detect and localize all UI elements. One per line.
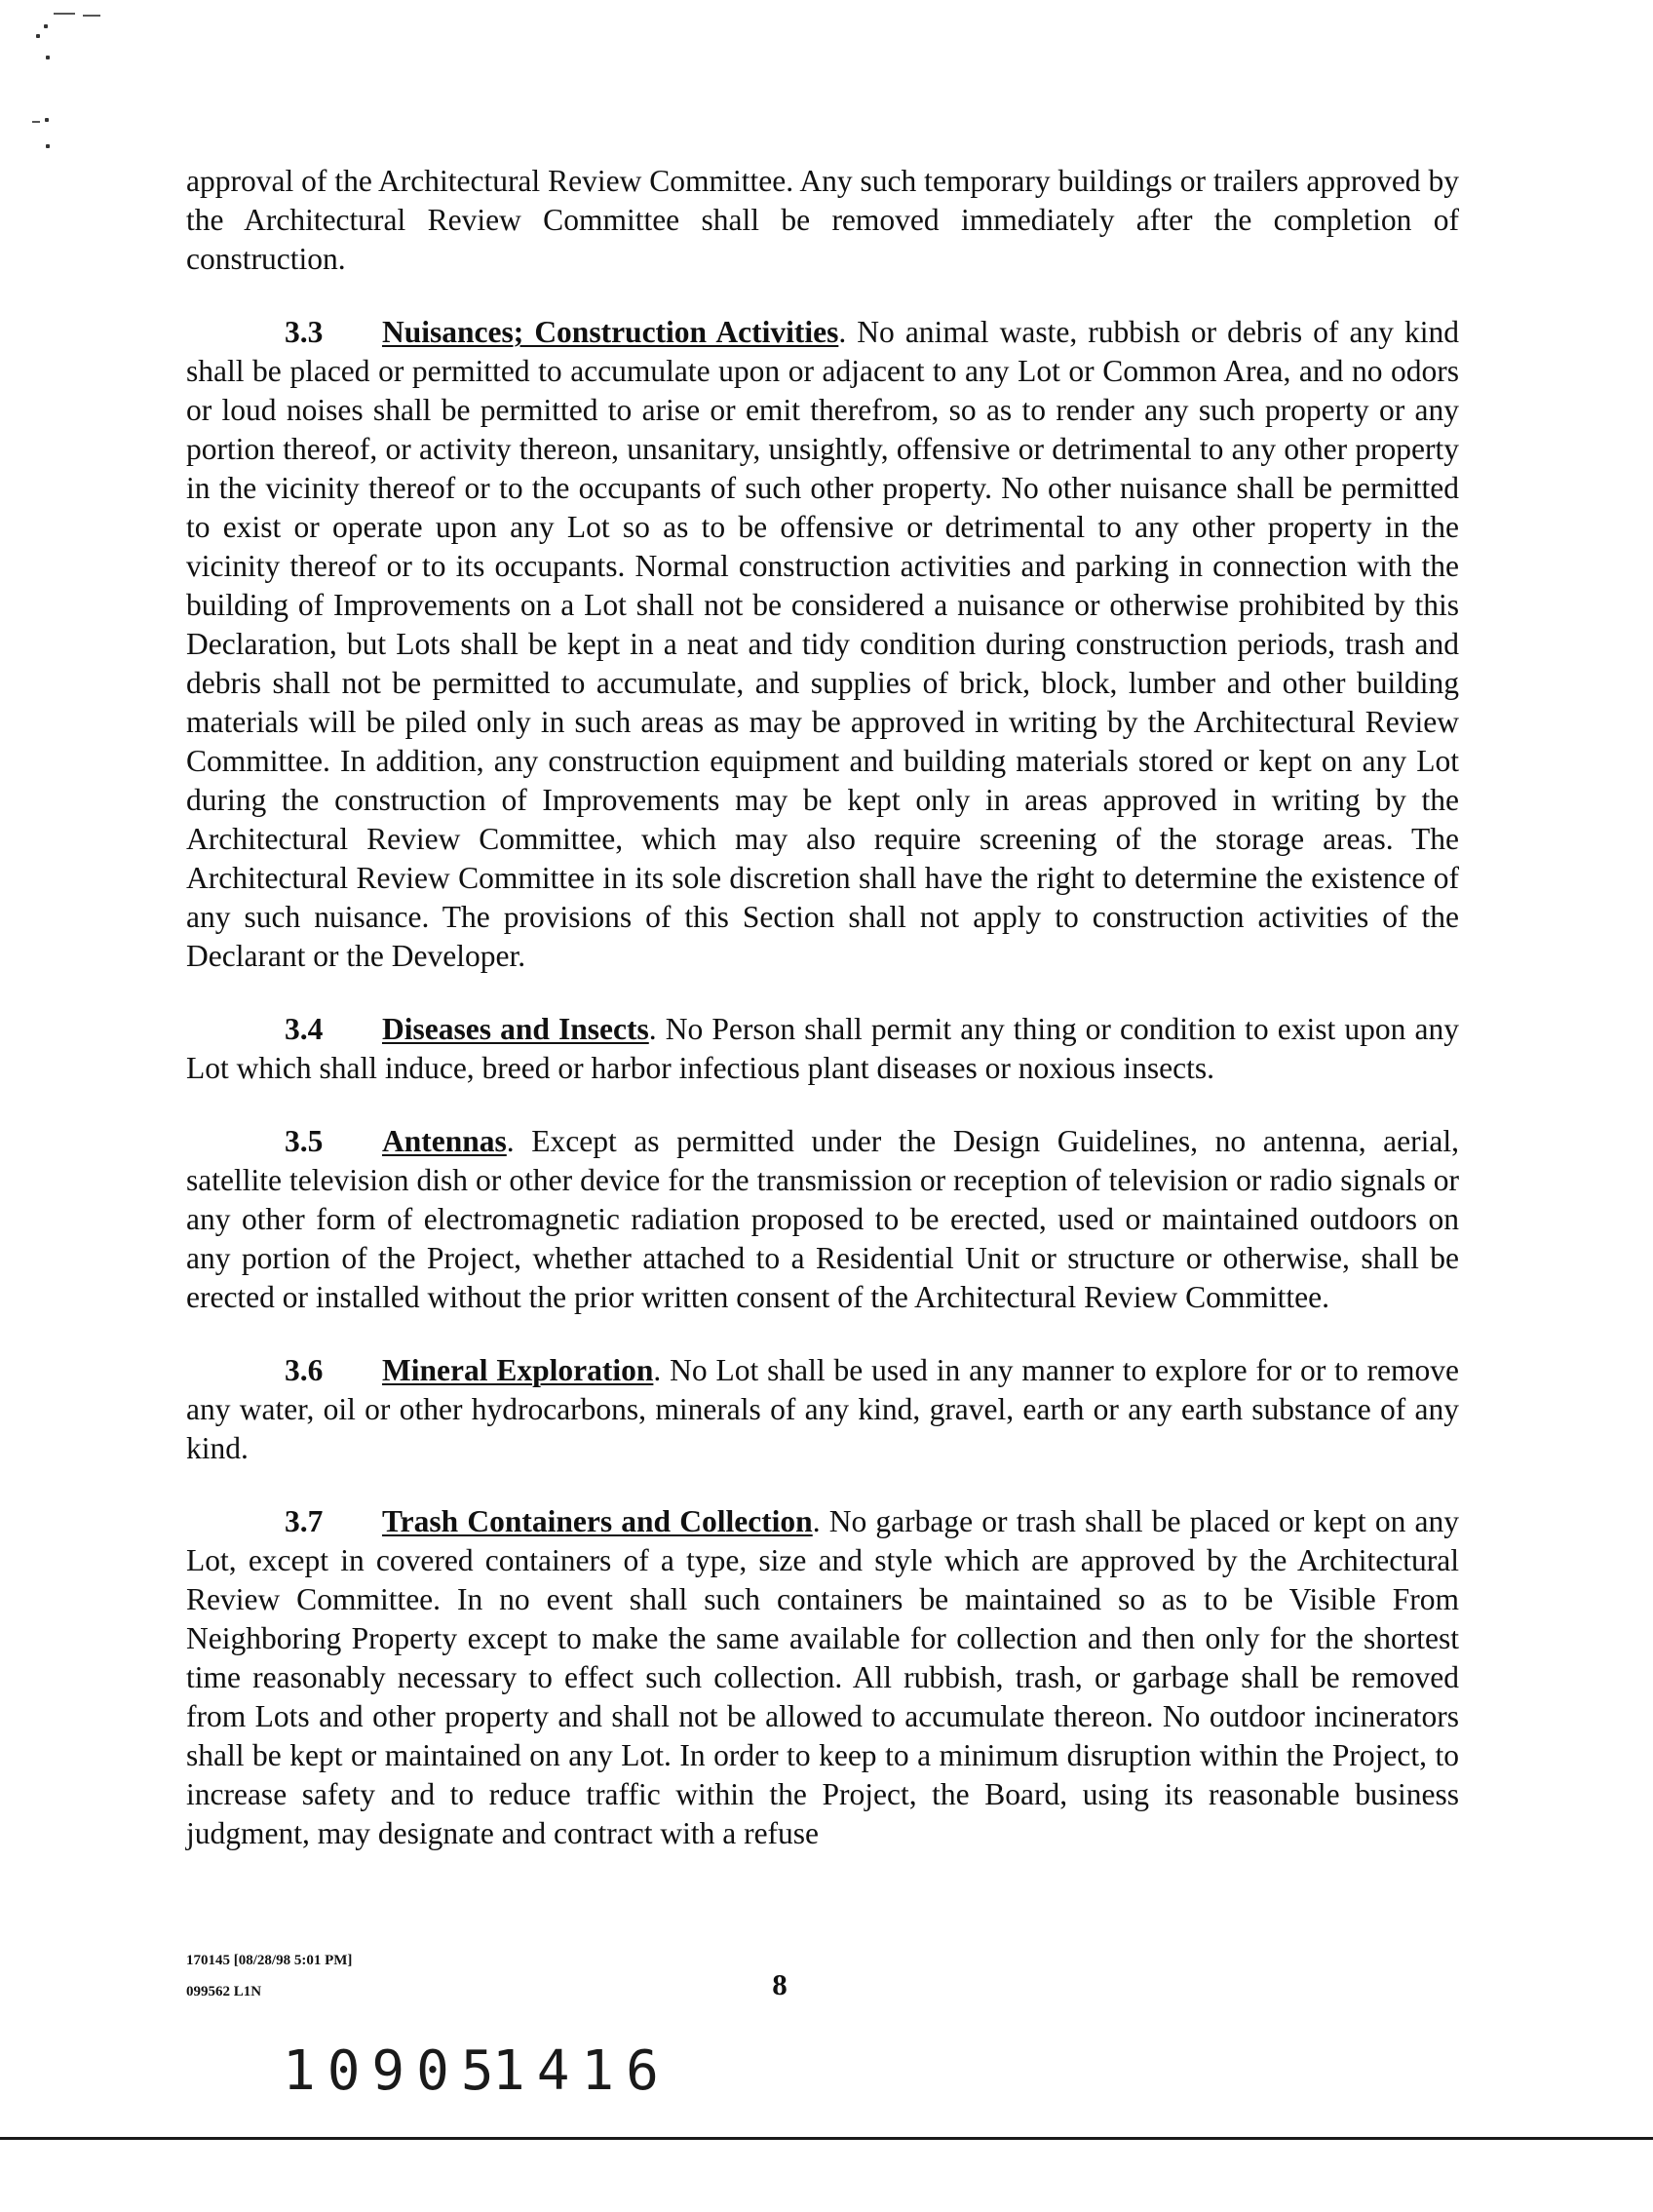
scan-speck — [36, 34, 40, 38]
scan-speck — [44, 24, 48, 28]
section-number: 3.4 — [285, 1012, 324, 1046]
recording-stamp-book: 10905 — [283, 2039, 506, 2103]
section-body: . No Person shall permit any thing or condition to exist upon any Lot which shall induce, breed or harbor infectious plant diseases or noxious insects. — [186, 1012, 1459, 1085]
page-number: 8 — [772, 1967, 788, 2001]
document-body — [186, 162, 1459, 1887]
footer-doc-code: 170145 [08/28/98 5:01 PM] — [186, 1953, 353, 1968]
recording-stamp-page: 1416 — [492, 2039, 671, 2103]
section-heading: Mineral Exploration — [382, 1353, 654, 1387]
section-body: . Except as permitted under the Design Guidelines, no antenna, aerial, satellite television dish or other device for the transmission or reception of television or radio signals or any other form of electromagnetic radiation proposed to be erected, used or maintained outdoors on any portion of the Project, whether attached to a Residential Unit or structure or otherwise, shall be erected or installed without the prior written consent of the Architectural Review Committee. — [186, 1124, 1459, 1314]
scan-speck — [45, 118, 49, 122]
section-3-4 — [186, 1010, 1459, 1088]
section-body: . No garbage or trash shall be placed or kept on any Lot, except in covered containers of a type, size and style which are approved by the Architectural Review Committee. In no event shall such containers be maintained so as to be Visible From Neighboring Property except to make the same available for collection and then only for the shortest time reasonably necessary to effect such collection. All rubbish, trash, or garbage shall be removed from Lots and other property and shall not be allowed to accumulate thereon. No outdoor incinerators shall be kept or maintained on any Lot. In order to keep to a minimum disruption within the Project, to increase safety and to reduce traffic within the Project, the Board, using its reasonable business judgment, may designate and contract with a refuse — [186, 1504, 1459, 1850]
footer-codes — [186, 1945, 352, 2007]
section-body: . No animal waste, rubbish or debris of any kind shall be placed or permitted to accumulate upon or adjacent to any Lot or Common Area, and no odors or loud noises shall be permitted to arise or emit therefrom, so as to render any such property or any portion thereof, or activity thereon, unsanitary, unsightly, offensive or detrimental to any other property in the vicinity thereof or to the occupants of such other property. No other nuisance shall be permitted to exist or operate upon any Lot so as to be offensive or detrimental to any other property in the vicinity thereof or to its occupants. Normal construction activities and parking in connection with the building of Improvements on a Lot shall not be considered a nuisance or otherwise prohibited by this Declaration, but Lots shall be kept in a neat and tidy condition during construction periods, trash and debris shall not be permitted to accumulate, and supplies of brick, block, lumber and other building materials will be piled only in such areas as may be approved in writing by the Architectural Review Committee. In addition, any construction equipment and building materials stored or kept on any Lot during the construction of Improvements may be kept only in areas approved in writing by the Architectural Review Committee, which may also require screening of the storage areas. The Architectural Review Committee in its sole discretion shall have the right to determine the existence of any such nuisance. The provisions of this Section shall not apply to construction activities of the Declarant or the Developer. — [186, 315, 1459, 973]
scan-speck — [46, 56, 50, 59]
section-heading: Trash Containers and Collection — [382, 1504, 813, 1538]
section-number: 3.5 — [285, 1124, 324, 1158]
section-heading: Nuisances; Construction Activities — [382, 315, 839, 349]
section-heading: Diseases and Insects — [382, 1012, 649, 1046]
section-heading: Antennas — [382, 1124, 507, 1158]
footer-file-code: 099562 L1N — [186, 1984, 262, 1999]
scan-mark — [32, 121, 40, 123]
section-body: . No Lot shall be used in any manner to explore for or to remove any water, oil or other hydrocarbons, minerals of any kind, gravel, earth or any earth substance of any kind. — [186, 1353, 1459, 1465]
section-3-6 — [186, 1351, 1459, 1468]
bottom-rule — [0, 2137, 1653, 2140]
section-number: 3.7 — [285, 1504, 324, 1538]
section-3-7 — [186, 1502, 1459, 1853]
opening-paragraph: approval of the Architectural Review Committee. Any such temporary buildings or trailers approved by the Architectural Review Committee shall be removed immediately after the completion of construction. — [186, 164, 1459, 276]
scan-mark — [54, 13, 75, 15]
section-number: 3.6 — [285, 1353, 324, 1387]
section-3-3 — [186, 313, 1459, 976]
scan-speck — [46, 144, 50, 148]
section-number: 3.3 — [285, 315, 324, 349]
section-3-5 — [186, 1122, 1459, 1317]
scan-mark — [83, 15, 100, 17]
